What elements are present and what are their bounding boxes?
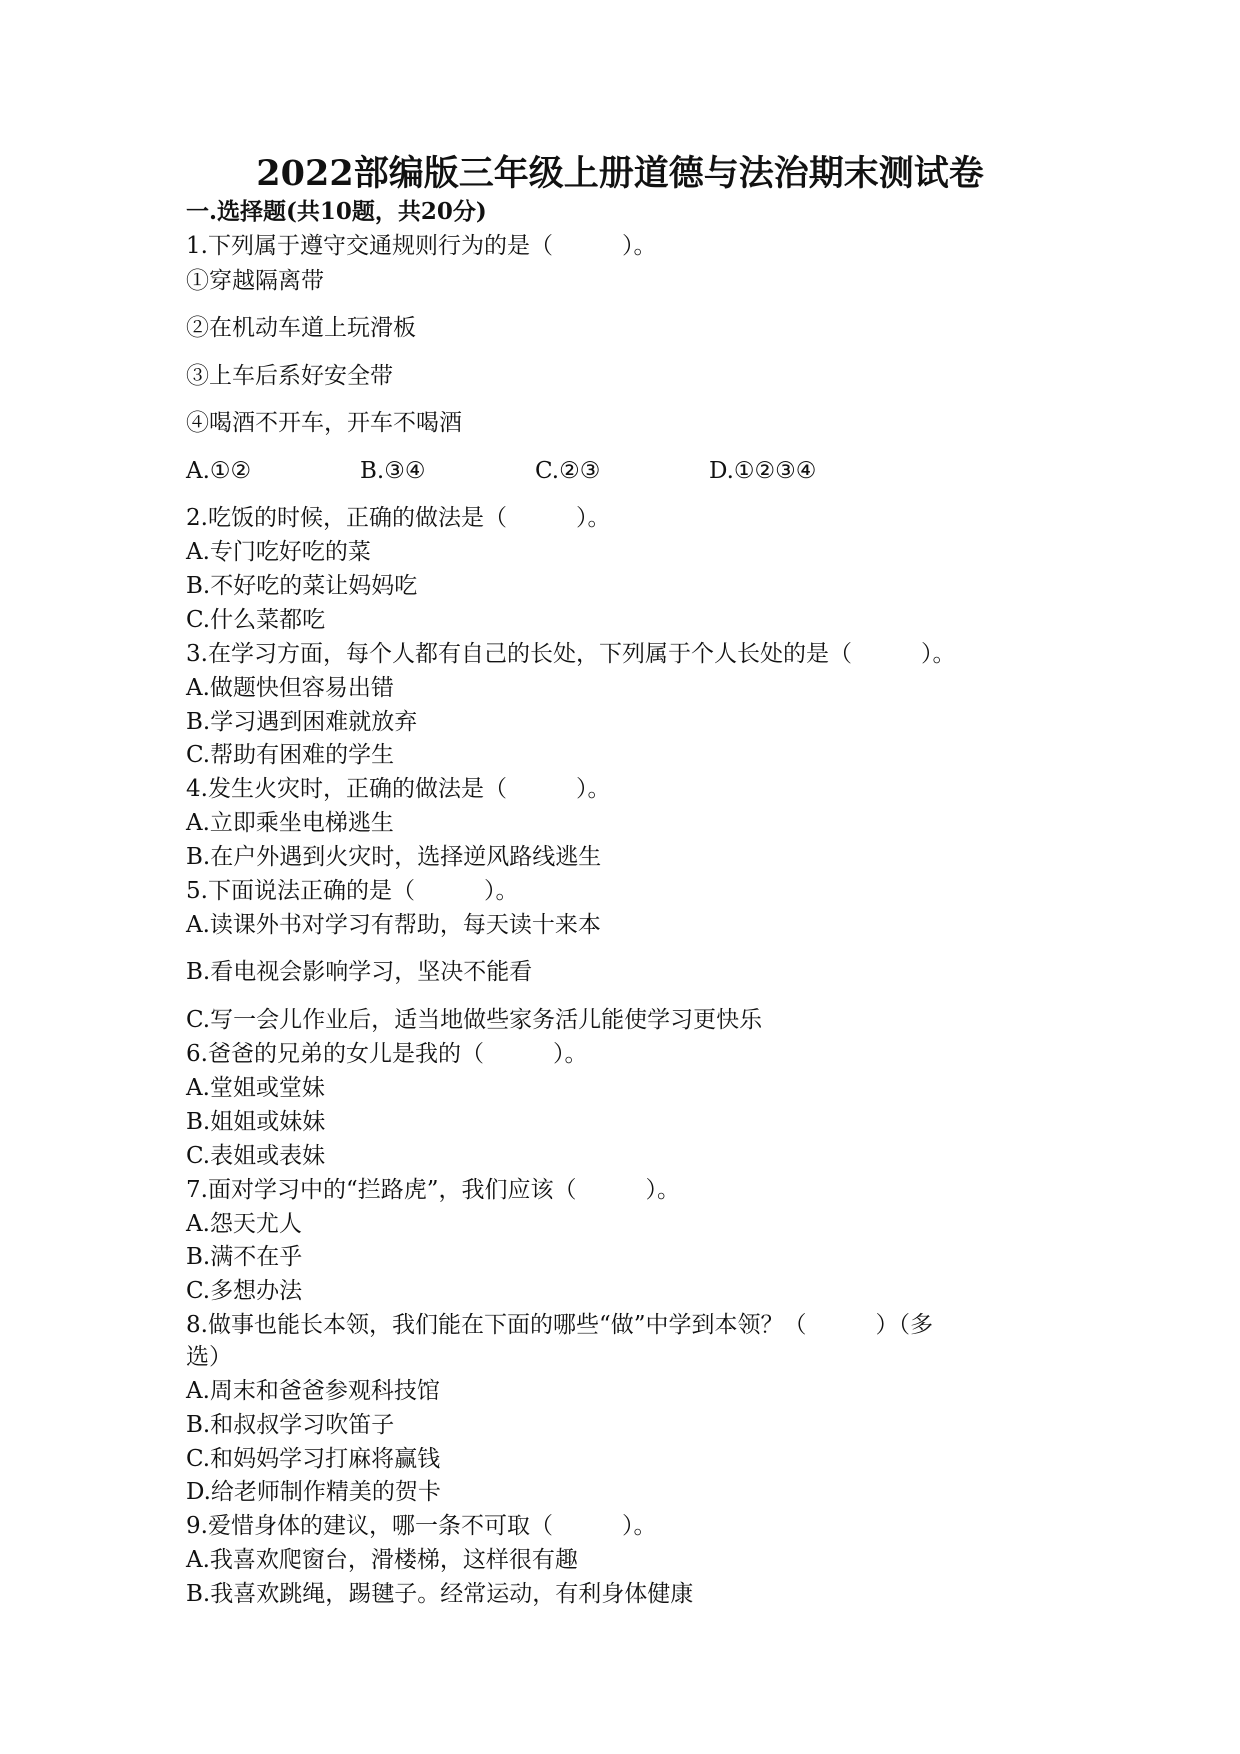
question-1-item: ②在机动车道上玩滑板 [186, 315, 416, 341]
question-6-stem: 6.爸爸的兄弟的女儿是我的（ ）。 [186, 1041, 588, 1067]
question-8-stem: 8.做事也能长本领，我们能在下面的哪些“做”中学到本领？（ ）（多 [186, 1312, 933, 1338]
section-heading: 一.选择题(共10题，共20分) [186, 198, 487, 225]
question-4-choice: A.立即乘坐电梯逃生 [186, 810, 394, 836]
question-4-choice: B.在户外遇到火灾时，选择逆风路线逃生 [186, 844, 602, 870]
page-title: 2022部编版三年级上册道德与法治期末测试卷 [256, 153, 984, 194]
question-1-stem: 1.下列属于遵守交通规则行为的是（ ）。 [186, 233, 657, 259]
question-8-choice: A.周末和爸爸参观科技馆 [186, 1378, 440, 1404]
question-5-choice: B.看电视会影响学习，坚决不能看 [186, 959, 533, 985]
question-1-item: ①穿越隔离带 [186, 268, 324, 294]
question-3-choice: A.做题快但容易出错 [186, 675, 394, 701]
question-7-choice: C.多想办法 [186, 1278, 303, 1304]
question-9-stem: 9.爱惜身体的建议，哪一条不可取（ ）。 [186, 1513, 657, 1539]
question-8-choice: B.和叔叔学习吹笛子 [186, 1412, 395, 1438]
question-1-choice-b: B.③④ [360, 458, 426, 484]
question-2-stem: 2.吃饭的时候，正确的做法是（ ）。 [186, 505, 611, 531]
question-1-item: ③上车后系好安全带 [186, 363, 393, 389]
question-5-choice: A.读课外书对学习有帮助，每天读十来本 [186, 912, 601, 938]
question-5-stem: 5.下面说法正确的是（ ）。 [186, 878, 519, 904]
question-6-choice: B.姐姐或妹妹 [186, 1109, 326, 1135]
question-1-choice-c: C.②③ [535, 458, 601, 484]
question-3-choice: B.学习遇到困难就放弃 [186, 709, 418, 735]
question-9-choice: B.我喜欢跳绳，踢毽子。经常运动，有利身体健康 [186, 1581, 694, 1607]
question-1-item: ④喝酒不开车，开车不喝酒 [186, 410, 462, 436]
question-6-choice: C.表姐或表妹 [186, 1143, 326, 1169]
question-5-choice: C.写一会儿作业后，适当地做些家务活儿能使学习更快乐 [186, 1007, 763, 1033]
question-3-choice: C.帮助有困难的学生 [186, 742, 395, 768]
question-9-choice: A.我喜欢爬窗台，滑楼梯，这样很有趣 [186, 1547, 578, 1573]
question-7-choice: B.满不在乎 [186, 1244, 303, 1270]
question-8-choice: C.和妈妈学习打麻将赢钱 [186, 1446, 441, 1472]
question-1-choice-a: A.①② [186, 458, 252, 484]
question-6-choice: A.堂姐或堂妹 [186, 1075, 325, 1101]
question-8-choice: D.给老师制作精美的贺卡 [186, 1479, 441, 1505]
question-3-stem: 3.在学习方面，每个人都有自己的长处，下列属于个人长处的是（ ）。 [186, 641, 956, 667]
question-2-choice: B.不好吃的菜让妈妈吃 [186, 573, 418, 599]
question-2-choice: C.什么菜都吃 [186, 607, 326, 633]
question-1-choice-d: D.①②③④ [709, 458, 817, 484]
question-8-stem-continued: 选） [186, 1344, 232, 1370]
question-7-choice: A.怨天尤人 [186, 1211, 302, 1237]
question-4-stem: 4.发生火灾时，正确的做法是（ ）。 [186, 776, 611, 802]
question-2-choice: A.专门吃好吃的菜 [186, 539, 371, 565]
question-7-stem: 7.面对学习中的“拦路虎”，我们应该（ ）。 [186, 1177, 680, 1203]
